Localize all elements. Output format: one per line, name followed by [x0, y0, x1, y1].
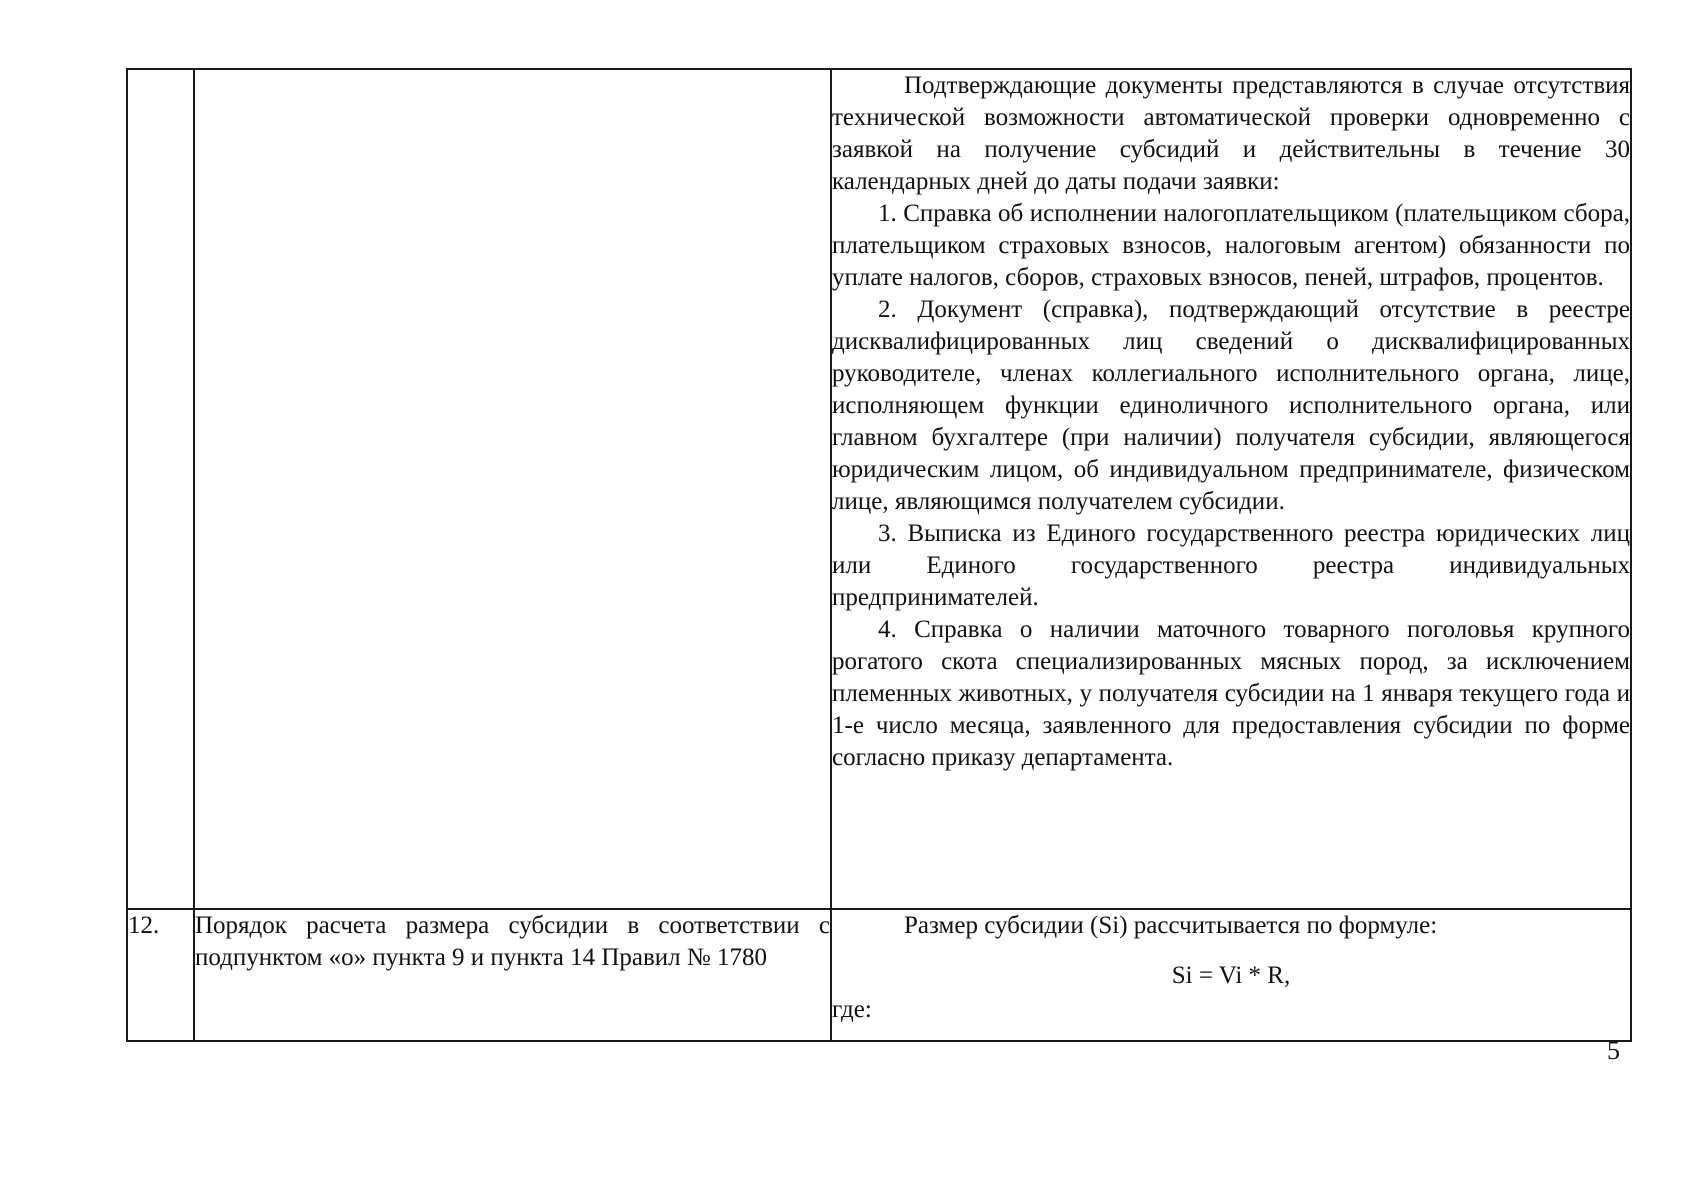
row-content-cell: [831, 69, 1631, 909]
row-number-cell: 12.: [127, 909, 194, 1041]
formula-intro: Размер субсидии (Si) рассчитывается по формуле:: [904, 912, 1438, 939]
calculation-procedure-title: Порядок расчета размера субсидии в соответствии с подпунктом «о» пункта 9 и пункта 14 Правил № 1780: [195, 912, 830, 971]
page-number: 5: [1607, 1036, 1620, 1065]
document-item-2: 2. Документ (справка), подтверждающий отсутствие в реестре дисквалифицированных лиц сведений о дисквалифицированных руководителе, членах коллегиального исполнительного органа, лице, исполняющем функции единоличного исполнительного органа, или главном бухгалтере (при наличии) получателя субсидии, являющегося юридическим лицом, об индивидуальном предпринимателе, физическом лице, являющимся получателем субсидии.: [832, 296, 1630, 515]
row-title-cell: [194, 909, 831, 1041]
row-number-cell: [127, 69, 194, 909]
requirements-table: [126, 68, 1632, 1042]
document-item-3: 3. Выписка из Единого государственного реестра юридических лиц или Единого государственного реестра индивидуальных предпринимателей.: [832, 520, 1630, 611]
formula-where-label: где:: [832, 996, 872, 1023]
table-row: [127, 69, 1631, 909]
row-content-cell: [831, 909, 1631, 1041]
table-row: [127, 909, 1631, 1041]
row-title-cell: [194, 69, 831, 909]
supporting-documents-intro: Подтверждающие документы представляются в случае отсутствия технической возможности автоматической проверки одновременно с заявкой на получение субсидий и действительны в течение 30 календарных дней до даты подачи заявки:: [832, 72, 1630, 195]
document-item-1: 1. Справка об исполнении налогоплательщиком (плательщиком сбора, плательщиком страховых взносов, налоговым агентом) обязанности по уплате налогов, сборов, страховых взносов, пеней, штрафов, процентов.: [832, 200, 1630, 291]
document-item-4: 4. Справка о наличии маточного товарного поголовья крупного рогатого скота специализированных мясных пород, за исключением племенных животных, у получателя субсидии на 1 января текущего года и 1-е число месяца, заявленного для предоставления субсидии по форме согласно приказу департамента.: [832, 616, 1630, 771]
subsidy-formula: Si = Vi * R,: [1171, 962, 1291, 989]
